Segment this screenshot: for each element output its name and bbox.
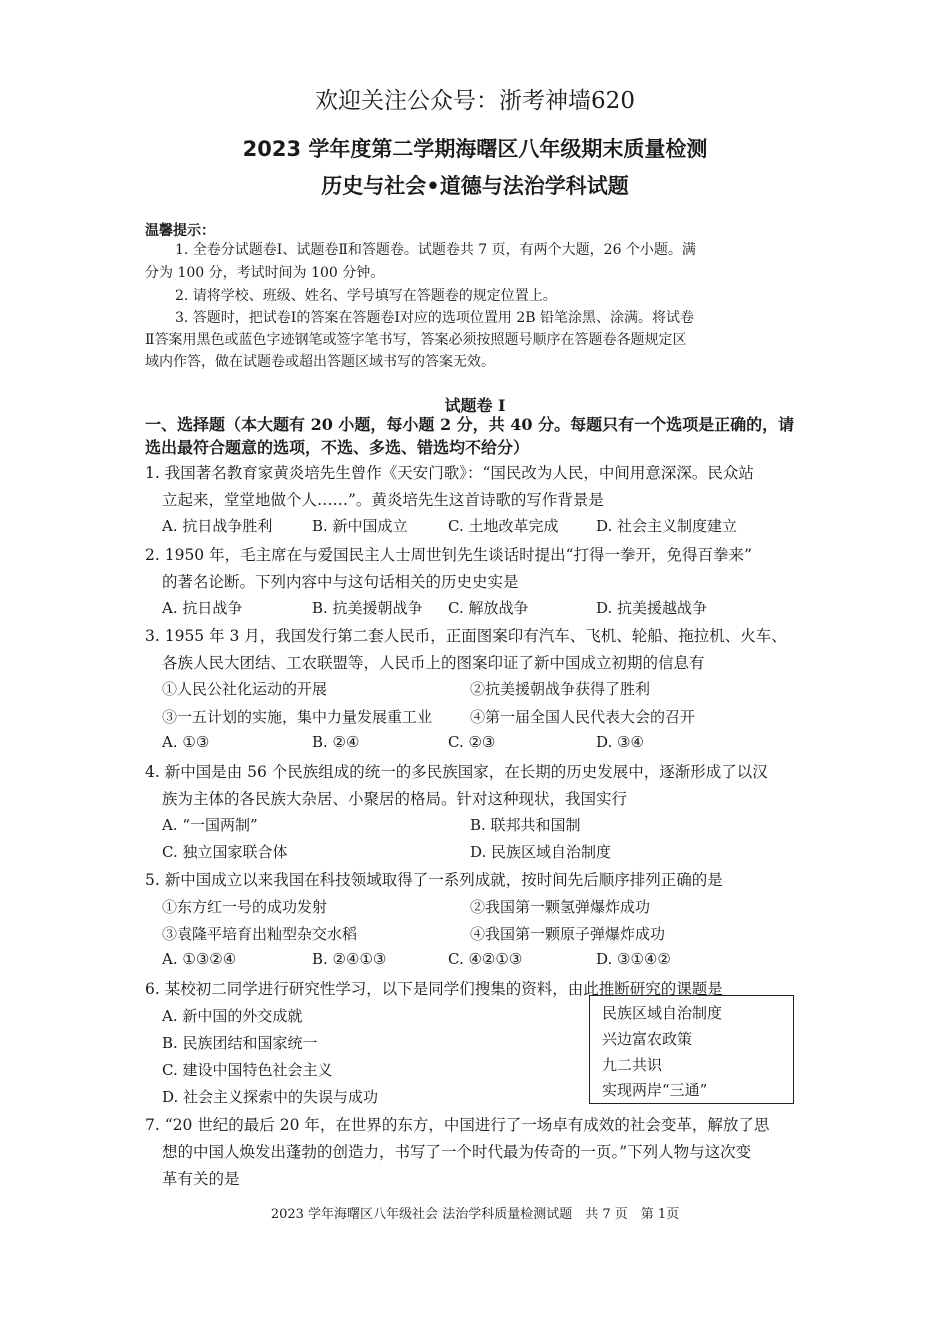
material-item: 实现两岸“三通” [602, 1081, 708, 1099]
question-4-option-c: C. 独立国家联合体 [162, 843, 288, 861]
header-banner: 欢迎关注公众号：浙考神墙620 [315, 88, 635, 114]
question-5-option-b: B. ②④①③ [312, 950, 387, 968]
tip-1a: 1. 全卷分试题卷Ⅰ、试题卷Ⅱ和答题卷。试题卷共 7 页，有两个大题，26 个小题。满 [175, 242, 696, 258]
question-6-option-b: B. 民族团结和国家统一 [162, 1034, 318, 1052]
tip-3b: Ⅱ答案用黑色或蓝色字迹钢笔或签字笔书写，答案必须按照题号顺序在答题卷各题规定区 [145, 332, 687, 348]
tip-3a: 3. 答题时，把试卷Ⅰ的答案在答题卷Ⅰ对应的选项位置用 2B 铅笔涂黑、涂满。将试卷 [175, 310, 694, 326]
question-3-statement-1: ①人民公社化运动的开展 [162, 680, 328, 698]
question-3-option-c: C. ②③ [448, 733, 496, 751]
tips-heading: 温馨提示： [145, 223, 215, 239]
question-4-stem-cont: 族为主体的各民族大杂居、小聚居的格局。针对这种现状，我国实行 [162, 790, 628, 808]
question-2-option-d: D. 抗美援越战争 [596, 599, 708, 617]
question-1-stem: 1. 我国著名教育家黄炎培先生曾作《天安门歌》：“国民改为人民，中间用意深深。民众站 [145, 464, 754, 482]
question-1-stem-cont: 立起来，堂堂地做个人……”。黄炎培先生这首诗歌的写作背景是 [162, 491, 604, 509]
question-3-statement-3: ③一五计划的实施，集中力量发展重工业 [162, 708, 433, 726]
question-7-stem-cont2: 革有关的是 [162, 1170, 240, 1188]
question-1-option-c: C. 土地改革完成 [448, 517, 559, 535]
question-5-option-d: D. ③①④② [596, 950, 671, 968]
section-title: 试题卷 I [444, 396, 506, 415]
part-heading-1: 一、选择题（本大题有 20 小题，每小题 2 分，共 40 分。每题只有一个选项是正确的，请 [145, 415, 795, 434]
question-7-stem-cont: 想的中国人焕发出蓬勃的创造力，书写了一个时代最为传奇的一页。”下列人物与这次变 [162, 1143, 752, 1161]
exam-subtitle: 历史与社会•道德与法治学科试题 [321, 174, 629, 198]
question-5-statement-4: ④我国第一颗原子弹爆炸成功 [470, 925, 666, 943]
question-6-stem: 6. 某校初二同学进行研究性学习，以下是同学们搜集的资料，由此推断研究的课题是 [145, 980, 723, 998]
question-1-option-b: B. 新中国成立 [312, 517, 408, 535]
question-3-statement-4: ④第一届全国人民代表大会的召开 [470, 708, 696, 726]
question-3-stem: 3. 1955 年 3 月，我国发行第二套人民币，正面图案印有汽车、飞机、轮船、拖拉机、火车、 [145, 627, 787, 645]
tip-1b: 分为 100 分，考试时间为 100 分钟。 [145, 265, 385, 281]
material-item: 九二共识 [602, 1056, 663, 1074]
question-2-stem: 2. 1950 年，毛主席在与爱国民主人士周世钊先生谈话时提出“打得一拳开，免得百拳来” [145, 546, 752, 564]
question-6-option-c: C. 建设中国特色社会主义 [162, 1061, 333, 1079]
question-4-option-d: D. 民族区域自治制度 [470, 843, 612, 861]
question-3-option-a: A. ①③ [162, 733, 210, 751]
question-3-stem-cont: 各族人民大团结、工农联盟等，人民币上的图案印证了新中国成立初期的信息有 [162, 654, 705, 672]
question-3-option-d: D. ③④ [596, 733, 644, 751]
tip-3c: 域内作答，做在试题卷或超出答题区域书写的答案无效。 [145, 354, 495, 370]
question-5-stem: 5. 新中国成立以来我国在科技领域取得了一系列成就，按时间先后顺序排列正确的是 [145, 871, 723, 889]
question-6-option-a: A. 新中国的外交成就 [162, 1007, 303, 1025]
material-item: 兴边富农政策 [602, 1030, 693, 1048]
question-2-option-b: B. 抗美援朝战争 [312, 599, 423, 617]
material-item: 民族区域自治制度 [602, 1004, 723, 1022]
part-heading-2: 选出最符合题意的选项，不选、多选、错选均不给分） [145, 438, 530, 457]
question-4-option-b: B. 联邦共和国制 [470, 816, 581, 834]
question-5-option-c: C. ④②①③ [448, 950, 523, 968]
question-1-option-d: D. 社会主义制度建立 [596, 517, 738, 535]
question-4-stem: 4. 新中国是由 56 个民族组成的统一的多民族国家，在长期的历史发展中，逐渐形成了以汉 [145, 763, 768, 781]
question-7-stem: 7. “20 世纪的最后 20 年，在世界的东方，中国进行了一场卓有成效的社会变革，解放了思 [145, 1116, 770, 1134]
question-5-statement-3: ③袁隆平培育出籼型杂交水稻 [162, 925, 358, 943]
question-4-option-a: A. “一国两制” [162, 816, 258, 834]
question-3-option-b: B. ②④ [312, 733, 360, 751]
question-5-statement-1: ①东方红一号的成功发射 [162, 898, 328, 916]
page-footer: 2023 学年海曙区八年级社会 法治学科质量检测试题 共 7 页 第 1页 [270, 1207, 680, 1222]
question-3-statement-2: ②抗美援朝战争获得了胜利 [470, 680, 651, 698]
question-5-statement-2: ②我国第一颗氢弹爆炸成功 [470, 898, 651, 916]
question-2-option-c: C. 解放战争 [448, 599, 529, 617]
question-2-option-a: A. 抗日战争 [162, 599, 243, 617]
tip-2: 2. 请将学校、班级、姓名、学号填写在答题卷的规定位置上。 [175, 288, 557, 304]
question-2-stem-cont: 的著名论断。下列内容中与这句话相关的历史史实是 [162, 573, 519, 591]
exam-title: 2023 学年度第二学期海曙区八年级期末质量检测 [242, 137, 708, 161]
question-6-option-d: D. 社会主义探索中的失误与成功 [162, 1088, 379, 1106]
question-1-option-a: A. 抗日战争胜利 [162, 517, 273, 535]
question-5-option-a: A. ①③②④ [162, 950, 237, 968]
question-6-material-box [589, 995, 794, 1104]
